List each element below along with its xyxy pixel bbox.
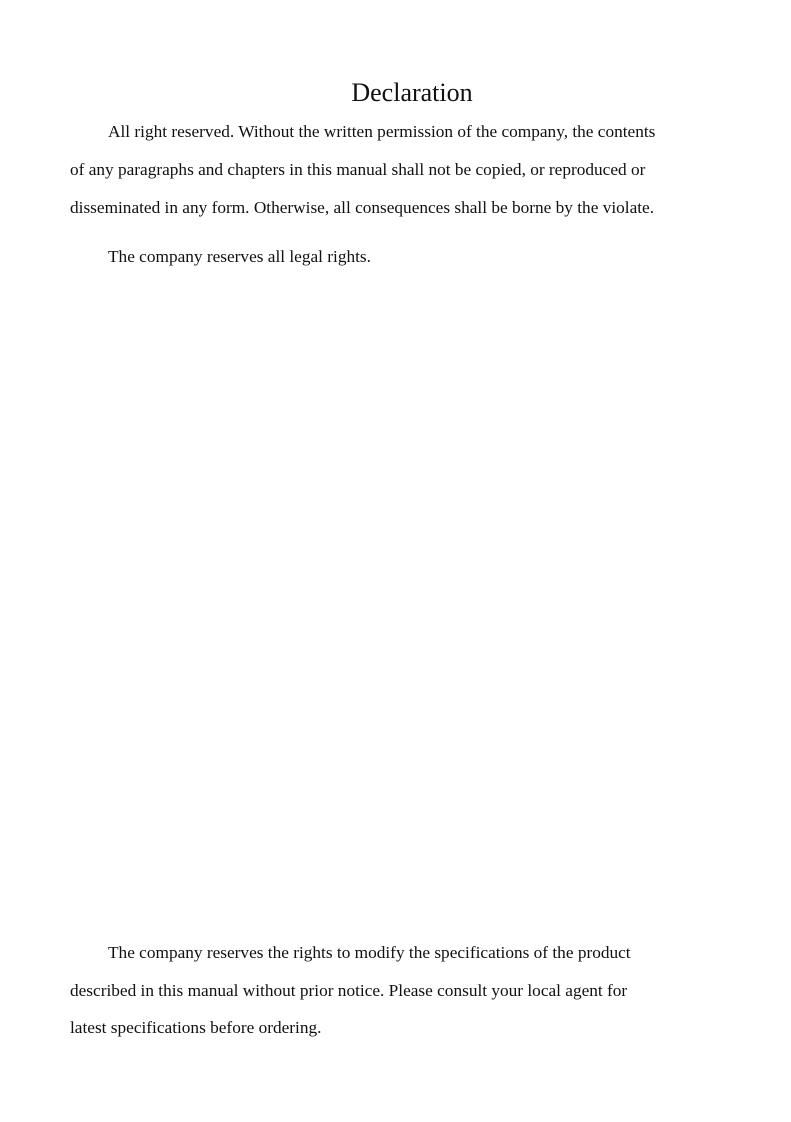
paragraph-line: The company reserves all legal rights.: [108, 247, 371, 266]
paragraph-line: All right reserved. Without the written permission of the company, the contents: [108, 122, 656, 141]
paragraph-line: disseminated in any form. Otherwise, all consequences shall be borne by the violate.: [70, 198, 655, 217]
page-title: Declaration: [351, 78, 473, 107]
paragraph-line: of any paragraphs and chapters in this manual shall not be copied, or reproduced or: [70, 160, 646, 179]
paragraph-line: described in this manual without prior notice. Please consult your local agent for: [70, 981, 628, 1000]
paragraph-line: latest specifications before ordering.: [70, 1018, 322, 1037]
paragraph-line: The company reserves the rights to modify the specifications of the product: [108, 943, 631, 962]
